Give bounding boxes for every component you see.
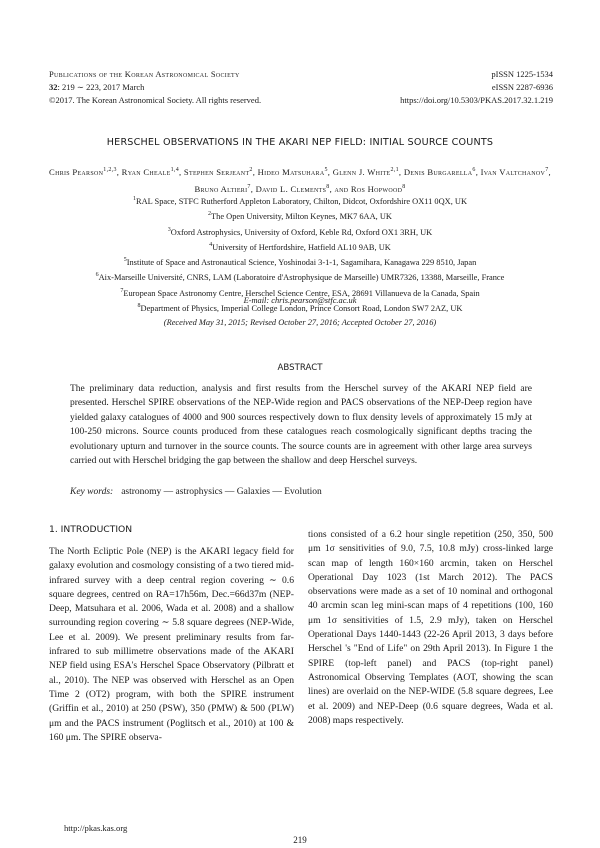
author-name: Hideo Matsuhara	[257, 166, 325, 177]
author-affiliation-mark: 2,1	[390, 167, 399, 173]
author-list	[48, 163, 552, 197]
author-separator: , and	[329, 183, 351, 194]
eissn: eISSN 2287-6936	[491, 82, 553, 92]
abstract-body: The preliminary data reduction, analysis and first results from the Herschel survey of the AKARI NEP field are presented. Herschel SPIRE observations of the NEP-Wide region and PACS observations of the NEP-Deep region have yielded galaxy catalogues of 4000 and 900 sources respectively down to flux density levels of approximately 15 mJy at 100-250 microns. Source counts produced from these catalogues reach cosmologically significant depths tracing the evolutionary upturn and turnover in the source counts. The source counts are in agreement with other large area surveys carried out with Herschel bridging the gap between the shallow and deep Herschel surveys.	[70, 384, 532, 467]
author-affiliation-mark: 7	[247, 183, 251, 190]
author-name: Glenn J. White	[332, 166, 391, 177]
footer-url[interactable]: http://pkas.kas.org	[64, 823, 128, 833]
copyright: ©2017. The Korean Astronomical Society. All rights reserved.	[49, 95, 262, 105]
doi-link[interactable]: https://doi.org/10.5303/PKAS.2017.32.1.219	[400, 95, 553, 105]
author-name: Ryan Cheale	[121, 166, 171, 177]
author-separator: ,	[475, 166, 481, 177]
author-name: Stephen Serjeant	[183, 166, 250, 177]
author-name: Chris Pearson	[49, 166, 104, 177]
volume-pages: : 219 ∼ 223, 2017 March	[57, 82, 145, 92]
author-separator: ,	[548, 166, 551, 177]
author-separator: ,	[327, 166, 333, 177]
author-affiliation-mark: 5	[324, 167, 328, 173]
affiliation-text: Oxford Astrophysics, University of Oxford, Keble Rd, Oxford OX1 3RH, UK	[170, 227, 433, 237]
affiliation-number: 8	[137, 303, 141, 310]
author-separator: ,	[116, 166, 122, 177]
volume-info	[49, 81, 261, 94]
affiliation-text: Aix-Marseille Université, CNRS, LAM (Laboratoire d'Astrophysique de Marseille) UMR7326, 13388, Marseille, France	[98, 273, 505, 283]
author-affiliation-mark: 6	[472, 167, 476, 173]
section-heading: 1. INTRODUCTION	[49, 524, 133, 535]
author-affiliation-mark: 8	[402, 183, 406, 190]
affiliation-text: RAL Space, STFC Rutherford Appleton Laboratory, Chilton, Didcot, Oxfordshire OX11 0QX, UK	[136, 196, 467, 206]
affiliation-line	[0, 193, 600, 208]
page-number: 219	[293, 835, 307, 845]
keywords-text: astronomy — astrophysics — Galaxies — Evolution	[121, 487, 322, 497]
journal-name: Publications of the Korean Astronomical Society	[49, 69, 240, 79]
intro-column-left: The North Ecliptic Pole (NEP) is the AKARI legacy field for galaxy evolution and cosmology consisting of a two tiered mid-infrared survey with a deep central region covering ∼ 0.6 square degrees, centred on RA=17h56m, Dec.=66d37m (NEP-Deep, Matsuhara et al. 2006, Wada et al. 2008) and a shallow surrounding region covering ∼ 5.8 square degrees (NEP-Wide, Lee et al. 2009). We present preliminary results from far-infrared to sub millimetre observations made of the AKARI NEP field using ESA's Herschel Space Observatory (Pilbratt et al., 2010). The NEP was observed with Herschel as an Open Time 2 (OT2) program, with both the SPIRE instrument (Griffin et al., 2010) at 250 (PSW), 350 (PMW) & 500 (PLW) μm and the PACS instrument (Poglitsch et al., 2010) at 100 & 160 μm. The SPIRE observa-	[49, 546, 294, 743]
author-affiliation-mark: 8	[326, 183, 330, 190]
affiliation-text: European Space Astronomy Centre, Herschel Science Centre, ESA, 28691 Villanueva de la Canada, Spain	[123, 288, 480, 298]
affiliation-number: 7	[120, 287, 124, 294]
affiliation-number: 3	[167, 226, 171, 233]
affiliation-line	[0, 239, 600, 254]
pissn: pISSN 1225-1534	[491, 69, 553, 79]
author-separator: ,	[398, 166, 404, 177]
journal-header-right	[400, 68, 553, 107]
affiliation-text: Institute of Space and Astronautical Science, Yoshinodai 3-1-1, Sagamihara, Kanagawa 229 8510, Japan	[126, 257, 477, 267]
author-name: Bruno Altieri	[194, 183, 248, 194]
author-name: Denis Burgarella	[403, 166, 473, 177]
affiliation-number: 4	[209, 241, 213, 248]
affiliation-line	[0, 224, 600, 239]
affiliation-line	[0, 269, 600, 284]
author-name: David L. Clements	[255, 183, 327, 194]
affiliation-number: 1	[133, 196, 136, 202]
author-name: Ivan Valtchanov	[480, 166, 546, 177]
affiliation-line	[0, 254, 600, 269]
author-separator: ,	[179, 166, 184, 177]
author-affiliation-mark: 1,4	[170, 167, 179, 173]
journal-header-left	[49, 68, 261, 107]
affiliation-text: Department of Physics, Imperial College London, Prince Consort Road, London SW7 2AZ, UK	[140, 303, 463, 313]
affiliation-line	[0, 208, 600, 223]
author-separator: ,	[250, 183, 256, 194]
affiliation-text: University of Hertfordshire, Hatfield AL10 9AB, UK	[212, 242, 391, 252]
author-name: Ros Hopwood	[350, 183, 403, 194]
author-affiliation-mark: 7	[545, 167, 549, 173]
received-dates: (Received May 31, 2015; Revised October 27, 2016; Accepted October 27, 2016)	[163, 318, 437, 327]
author-affiliation-mark: 1,2,3	[103, 167, 117, 173]
intro-column-right: tions consisted of a 6.2 hour single repetition (250, 350, 500 μm 1σ sensitivities of 9.0, 7.5, 10.8 mJy) cross-linked large scan map of length 160×160 arcmin, taken on Herschel Operational Day 1023 (1st March 2012). The PACS observations were made as a set of 10 nominal and orthogonal 40 arcmin scan leg mini-scan maps of 4 repetitions (100, 160 μm 1σ sensitivities of 1.5, 2.9 mJy), taken on Herschel Operational Days 1440-1443 (22-26 April 2013, 3 days before Herschel 's "End of Life" on 29th April 2013). In Figure 1 the SPIRE (top-left panel) and PACS (top-right panel) Astronomical Observing Templates (AOT, showing the scan lines) are overlaid on the NEP-WIDE (5.8 square degrees, Lee et al. 2009) and NEP-Deep (0.6 square degrees, Wada et al. 2008) maps respectively.	[308, 529, 553, 726]
keywords-label: Key words:	[70, 487, 114, 497]
affiliation-number: 5	[123, 257, 127, 264]
affiliation-number: 6	[95, 272, 99, 279]
keywords	[70, 487, 532, 497]
author-separator: ,	[252, 166, 258, 177]
affiliation-text: The Open University, Milton Keynes, MK7 6AA, UK	[211, 212, 392, 222]
paper-title: HERSCHEL OBSERVATIONS IN THE AKARI NEP FIELD: INITIAL SOURCE COUNTS	[106, 137, 494, 148]
affiliation-number: 2	[208, 211, 212, 218]
volume-number: 32	[49, 82, 58, 92]
author-affiliation-mark: 2	[249, 167, 253, 173]
abstract-heading: ABSTRACT	[277, 363, 323, 373]
corresponding-email: E-mail: chris.pearson@stfc.ac.uk	[243, 296, 357, 305]
